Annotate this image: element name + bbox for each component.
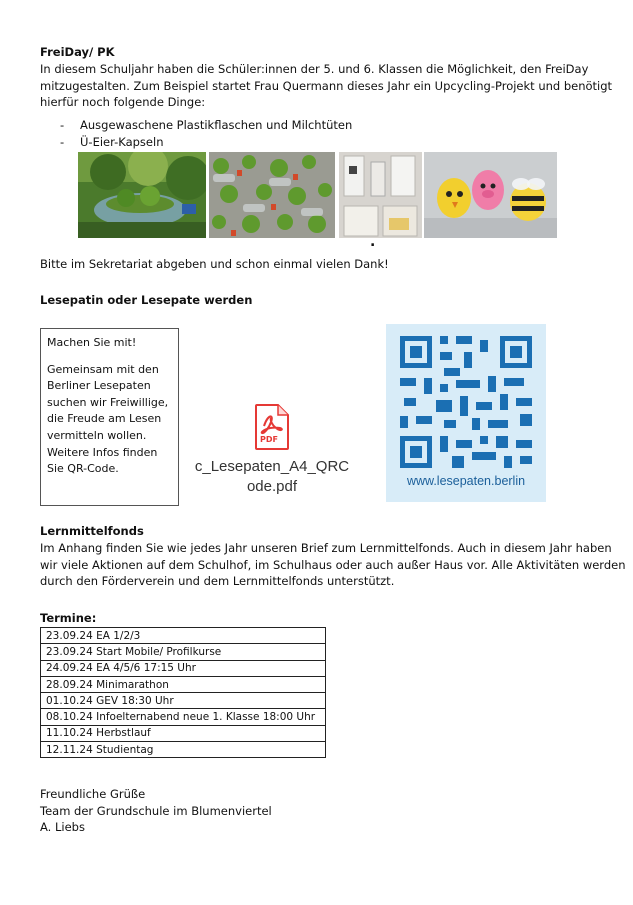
stray-mark: .	[370, 234, 376, 250]
table-row	[41, 628, 326, 644]
greeting: Freundliche Grüße	[40, 787, 146, 801]
qr-code-image[interactable]	[386, 324, 546, 502]
box-line: vermitteln wollen.	[47, 428, 147, 442]
box-line: die Freude am Lesen	[47, 412, 162, 426]
milk-carton-photo	[339, 152, 422, 238]
termine-heading: Termine:	[40, 611, 97, 625]
table-row	[41, 709, 326, 725]
freiday-closing: Bitte im Sekretariat abgeben und schon einmal vielen Dank!	[40, 257, 389, 271]
file-name-line[interactable]: c_Lesepaten_A4_QRC	[194, 458, 350, 475]
box-line: Berliner Lesepaten	[47, 379, 151, 393]
termine-table	[40, 627, 326, 758]
signature: A. Liebs	[40, 820, 85, 834]
table-cell: 08.10.24 Infoelternabend neue 1. Klasse 18:00 Uhr	[41, 709, 326, 725]
bullet-item	[60, 134, 352, 151]
table-row	[41, 644, 326, 660]
box-line: Gemeinsam mit den	[47, 362, 159, 376]
bullet-marker: -	[60, 134, 65, 149]
box-line: Sie QR-Code.	[47, 462, 119, 476]
egg-capsule-photo	[424, 152, 557, 238]
box-line: suchen wir Freiwillige,	[47, 395, 169, 409]
lesepaten-heading: Lesepatin oder Lesepate werden	[40, 293, 253, 307]
table-row	[41, 660, 326, 676]
paragraph-line: durch den Förderverein und dem Lernmittelfonds unterstützt.	[40, 574, 395, 588]
pdf-badge: PDF	[260, 435, 278, 444]
table-cell: 24.09.24 EA 4/5/6 17:15 Uhr	[41, 660, 326, 676]
paragraph-line: mitzugestalten. Zum Beispiel startet Frau Quermann dieses Jahr ein Upcycling-Projekt und benötigt	[40, 78, 613, 93]
table-cell: 28.09.24 Minimarathon	[41, 676, 326, 692]
box-title: Machen Sie mit!	[47, 336, 137, 349]
qr-caption: www.lesepaten.berlin	[406, 474, 526, 488]
bullet-text: Ausgewaschene Plastikflaschen und Milchtüten	[80, 118, 353, 132]
bullet-item	[60, 117, 352, 134]
table-row	[41, 742, 326, 758]
freiday-heading: FreiDay/ PK	[40, 45, 115, 59]
pdf-file-icon[interactable]	[254, 404, 290, 450]
lesepaten-info-box	[40, 328, 179, 506]
freiday-paragraph	[40, 61, 612, 111]
box-line: Weitere Infos finden	[47, 445, 158, 459]
bottle-planter-photo	[78, 152, 206, 238]
table-cell: 23.09.24 Start Mobile/ Profilkurse	[41, 644, 326, 660]
table-cell: 01.10.24 GEV 18:30 Uhr	[41, 693, 326, 709]
table-cell: 12.11.24 Studientag	[41, 742, 326, 758]
team-name: Team der Grundschule im Blumenviertel	[40, 803, 272, 818]
bullet-text: Ü-Eier-Kapseln	[80, 134, 164, 149]
file-name-line[interactable]: ode.pdf	[246, 478, 298, 495]
paragraph-line: hierfür noch folgende Dinge:	[40, 95, 206, 109]
table-row	[41, 725, 326, 741]
paragraph-line: In diesem Schuljahr haben die Schüler:innen der 5. und 6. Klassen die Möglichkeit, den FreiDay	[40, 62, 589, 76]
table-cell: 23.09.24 EA 1/2/3	[41, 628, 326, 644]
closing-block	[40, 786, 272, 836]
table-row	[41, 693, 326, 709]
paragraph-line: wir viele Aktionen auf dem Schulhof, im Schulhaus oder auch außer Haus vor. Alle Aktivitäten werden	[40, 557, 626, 572]
bottle-wall-photo	[209, 152, 335, 238]
lernmittelfonds-paragraph	[40, 540, 626, 590]
table-cell: 11.10.24 Herbstlauf	[41, 725, 326, 741]
lernmittelfonds-heading: Lernmittelfonds	[40, 524, 144, 538]
bullet-list	[60, 117, 352, 150]
table-row	[41, 676, 326, 692]
bullet-marker: -	[60, 118, 65, 132]
paragraph-line: Im Anhang finden Sie wie jedes Jahr unseren Brief zum Lernmittelfonds. Auch in diesem Jahr haben	[40, 541, 612, 555]
pdf-attachment[interactable]	[192, 404, 352, 497]
